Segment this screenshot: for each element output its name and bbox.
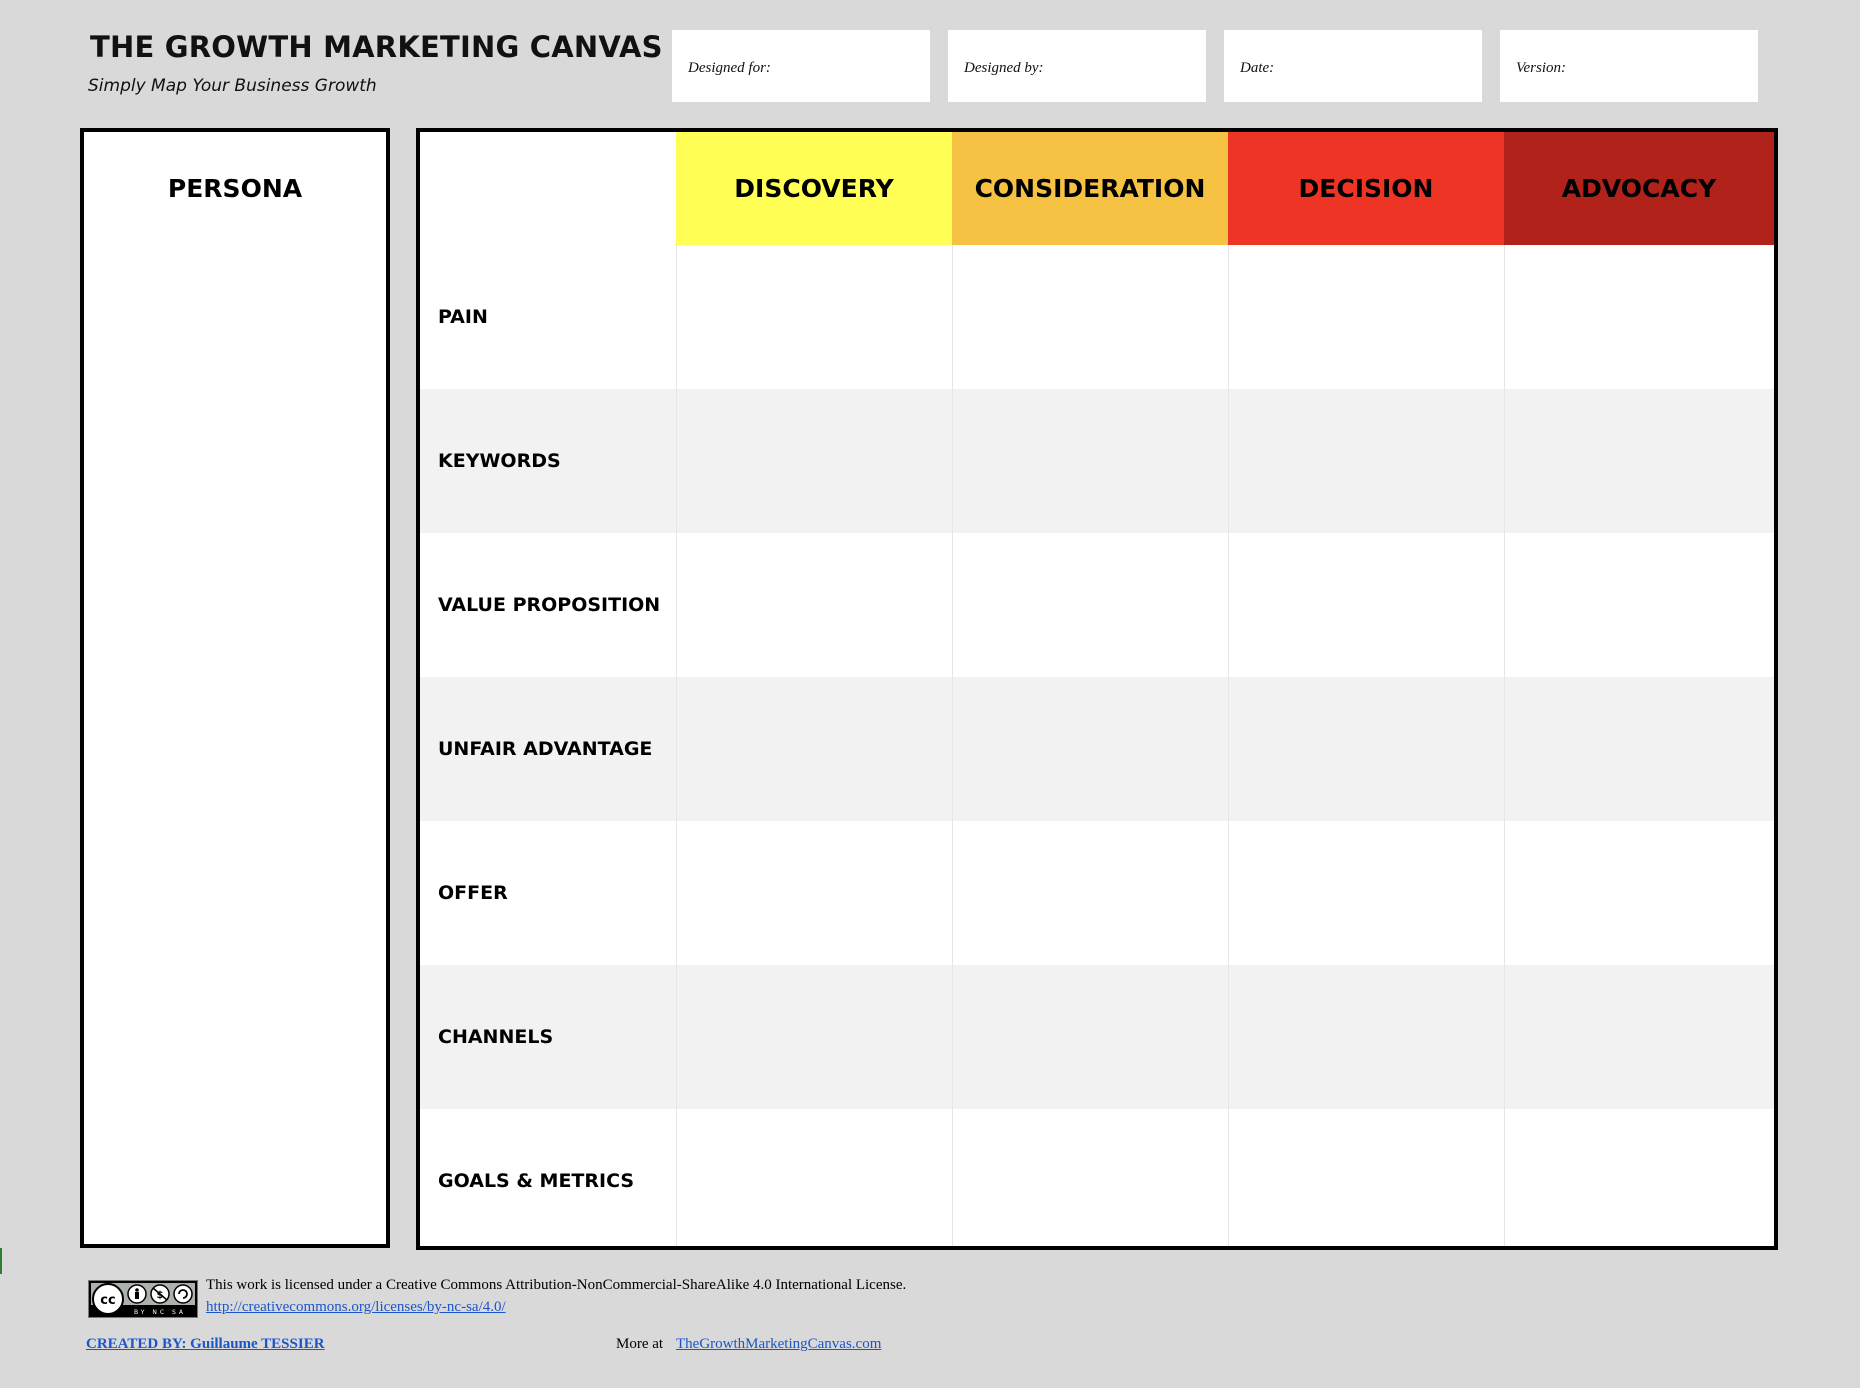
designed-for-label: Designed for: (688, 60, 771, 76)
version-label: Version: (1516, 60, 1566, 76)
row-label: CHANNELS (438, 1026, 554, 1048)
stage-label: DECISION (1298, 174, 1434, 203)
row-goals-metrics (420, 1109, 1774, 1253)
row-pain (420, 245, 1774, 389)
row-keywords (420, 389, 1774, 533)
stage-label: CONSIDERATION (974, 174, 1206, 203)
row-label: PAIN (438, 306, 488, 328)
version-field[interactable] (1500, 30, 1758, 102)
row-label: KEYWORDS (438, 450, 561, 472)
stage-label: DISCOVERY (734, 174, 894, 203)
row-label: OFFER (438, 882, 508, 904)
created-by-link[interactable]: CREATED BY: Guillaume TESSIER (86, 1336, 325, 1352)
stage-header-decision (1228, 132, 1504, 245)
row-unfair-advantage (420, 677, 1774, 821)
column-divider (952, 245, 953, 1246)
more-at-label: More at (616, 1336, 664, 1352)
canvas-title: THE GROWTH MARKETING CANVAS (90, 30, 663, 64)
designed-by-label: Designed by: (964, 60, 1044, 76)
column-divider (1228, 245, 1229, 1246)
designed-for-field[interactable] (672, 30, 930, 102)
cc-badge-text: BY NC SA (134, 1309, 186, 1316)
stage-header-discovery (676, 132, 952, 245)
svg-text:cc: cc (100, 1293, 116, 1308)
column-divider (1504, 245, 1505, 1246)
persona-title: PERSONA (167, 174, 303, 203)
edge-marker (0, 1248, 2, 1274)
canvas-grid (416, 128, 1778, 1250)
row-value-proposition (420, 533, 1774, 677)
license-text: This work is licensed under a Creative Commons Attribution-NonCommercial-ShareAlike 4.0 International License. (206, 1277, 907, 1293)
canvas-subtitle: Simply Map Your Business Growth (88, 76, 377, 96)
designed-by-field[interactable] (948, 30, 1206, 102)
persona-panel[interactable] (80, 128, 390, 1248)
creative-commons-badge (88, 1280, 198, 1318)
date-field[interactable] (1224, 30, 1482, 102)
column-divider (676, 245, 677, 1246)
stage-header-advocacy (1504, 132, 1774, 245)
license-link[interactable]: http://creativecommons.org/licenses/by-nc-sa/4.0/ (206, 1299, 506, 1315)
row-channels (420, 965, 1774, 1109)
row-label: GOALS & METRICS (438, 1170, 635, 1192)
stage-header-consideration (952, 132, 1228, 245)
date-label: Date: (1240, 60, 1275, 76)
website-link[interactable]: TheGrowthMarketingCanvas.com (676, 1336, 882, 1352)
cc-by-nc-sa-icon (89, 1281, 197, 1317)
row-offer (420, 821, 1774, 965)
svg-text:$: $ (156, 1290, 164, 1301)
row-label: UNFAIR ADVANTAGE (438, 738, 653, 760)
row-label: VALUE PROPOSITION (438, 594, 661, 616)
stage-label: ADVOCACY (1561, 174, 1717, 203)
